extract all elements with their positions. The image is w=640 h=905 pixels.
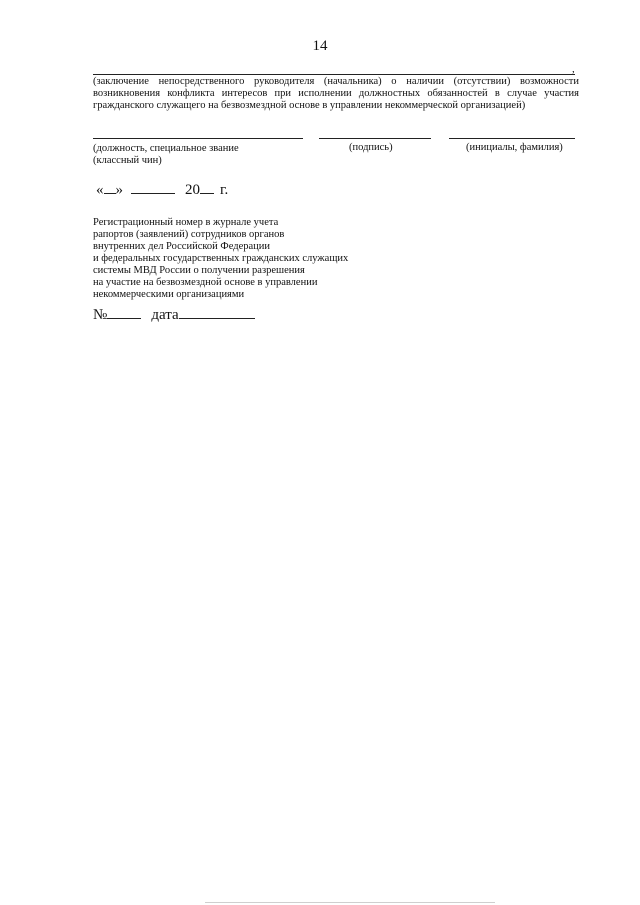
date-close-quote: » xyxy=(115,182,123,198)
name-fill-line xyxy=(449,138,575,139)
fill-line-comma: , xyxy=(572,63,575,75)
registration-line: Регистрационный номер в журнале учета xyxy=(93,217,279,228)
registration-line: системы МВД России о получении разрешения xyxy=(93,265,305,276)
year-prefix: 20 xyxy=(185,182,200,198)
registration-line: внутренних дел Российской Федерации xyxy=(93,241,271,252)
date-blank xyxy=(179,305,255,319)
year-suffix: г. xyxy=(220,182,229,198)
registration-line: и федеральных государственных гражданских служащих xyxy=(93,253,349,264)
registration-line: некоммерческими организациями xyxy=(93,289,245,300)
page-number: 14 xyxy=(312,38,328,54)
number-blank xyxy=(107,305,141,319)
scan-edge-line xyxy=(205,902,495,903)
position-caption: (должность, специальное звание xyxy=(93,143,239,154)
conclusion-caption: (заключение непосредственного руководителя (начальника) о наличии (отсутствии) возможности возникновения конфликта интересов при исполнении должностных обязанностей в случае участия гражданского служащего на безвозмездной основе в управлении некоммерческой организацией) xyxy=(93,76,579,111)
signature-caption: (подпись) xyxy=(349,142,393,153)
number-sign: № xyxy=(93,307,108,323)
position-fill-line xyxy=(93,138,303,139)
registration-line: на участие на безвозмездной основе в управлении xyxy=(93,277,318,288)
registration-number-row xyxy=(93,305,255,324)
day-blank xyxy=(104,180,116,194)
signature-fill-line xyxy=(319,138,431,139)
registration-block xyxy=(93,217,393,301)
name-caption: (инициалы, фамилия) xyxy=(466,142,563,153)
conclusion-fill-line xyxy=(93,74,575,75)
registration-line: рапортов (заявлений) сотрудников органов xyxy=(93,229,285,240)
date-row xyxy=(96,180,228,199)
date-open-quote: « xyxy=(96,182,104,198)
month-blank xyxy=(131,180,175,194)
rank-caption: (классный чин) xyxy=(93,155,162,166)
date-label: дата xyxy=(151,307,179,323)
year-blank xyxy=(200,180,214,194)
